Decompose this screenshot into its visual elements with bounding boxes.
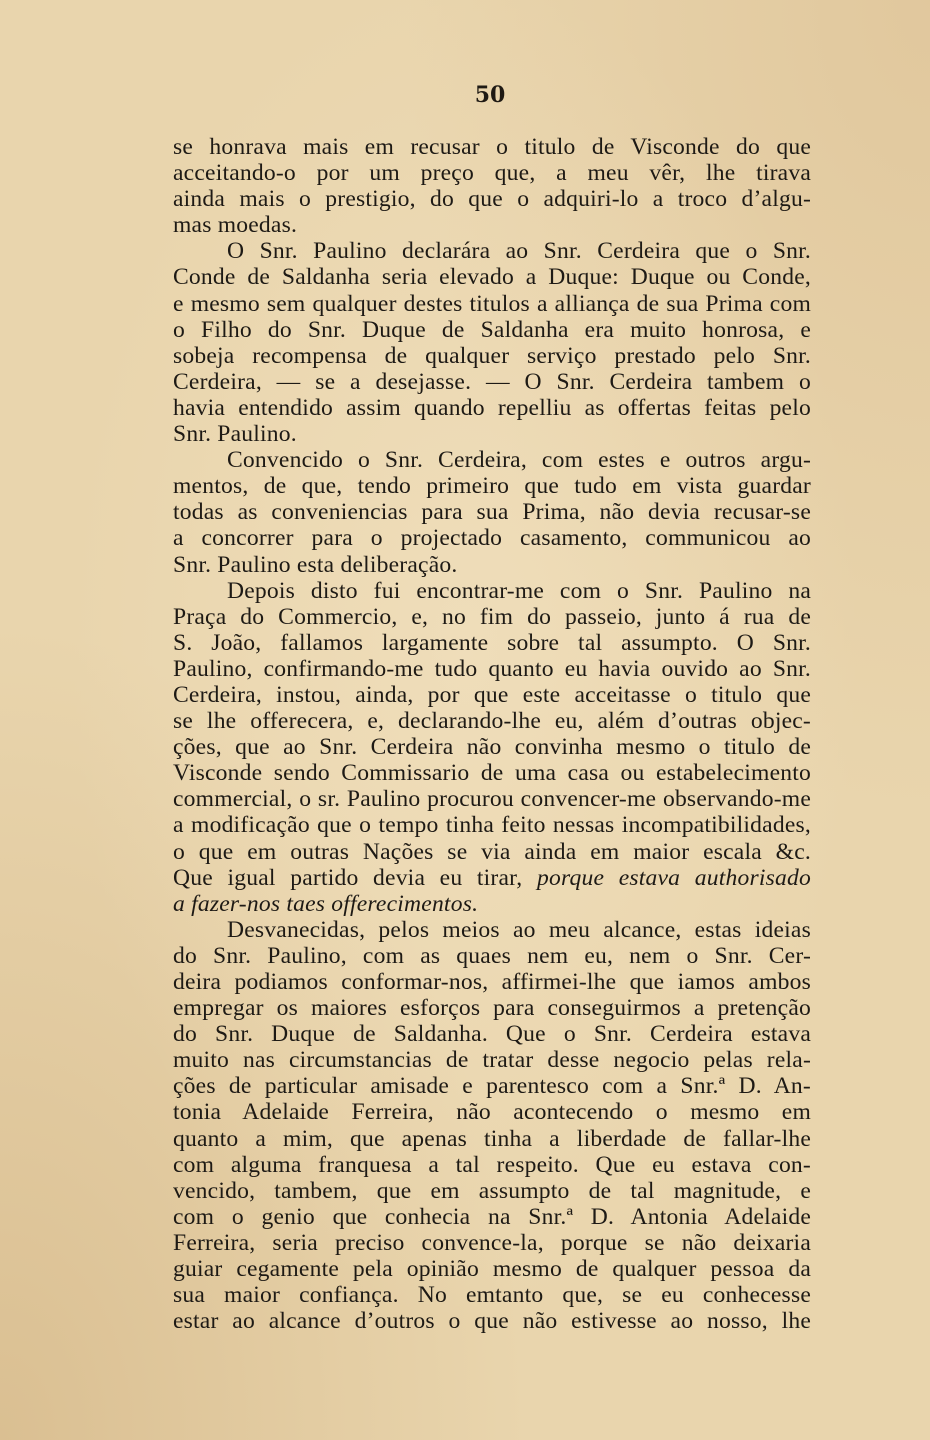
text-line	[173, 943, 811, 969]
text-line	[173, 212, 811, 238]
text-line	[173, 891, 811, 917]
text-line	[173, 447, 811, 473]
text-line-content: sobeja recompensa de qualquer serviço prestado pelo Snr.	[173, 342, 811, 369]
text-line-content: todas as conveniencias para sua Prima, não devia recusar-se	[173, 499, 811, 526]
text-line-content: se honrava mais em recusar o titulo de Visconde do que	[173, 134, 811, 160]
text-line	[173, 1204, 811, 1230]
text-line	[173, 839, 811, 865]
text-line	[173, 1073, 811, 1099]
text-line-content: com alguma franquesa a tal respeito. Que eu estava con-	[173, 1151, 811, 1178]
text-line-content: estar ao alcance d’outros o que não estivesse ao nosso, lhe	[173, 1308, 811, 1335]
text-line-content: muito nas circumstancias de tratar desse negocio pelas rela-	[173, 1047, 811, 1074]
text-line	[173, 578, 811, 604]
text-line	[173, 786, 811, 812]
text-line	[173, 264, 811, 290]
text-line-content: Depois disto fui encontrar-me com o Snr. Paulino na	[227, 577, 811, 604]
text-line	[173, 1126, 811, 1152]
text-line	[173, 238, 811, 264]
text-line-content: com o genio que conhecia na Snr.ª D. Antonia Adelaide	[173, 1203, 811, 1230]
text-line-content: Cerdeira, instou, ainda, por que este acceitasse o titulo que	[173, 681, 811, 708]
text-line	[173, 682, 811, 708]
text-line	[173, 1021, 811, 1047]
text-line-content: ções de particular amisade e parentesco com a Snr.ª D. An-	[173, 1073, 811, 1100]
text-line-content: sua maior confiança. No emtanto que, se eu conhecesse	[173, 1282, 811, 1309]
text-line	[173, 186, 811, 212]
text-line-content: do Snr. Duque de Saldanha. Que o Snr. Cerdeira estava	[173, 1021, 811, 1048]
text-line	[173, 995, 811, 1021]
text-line	[173, 317, 811, 343]
text-line-content: empregar os maiores esforços para conseguirmos a pretenção	[173, 995, 811, 1022]
text-line	[173, 865, 811, 891]
italic-phrase: a fazer-nos taes offerecimentos.	[173, 890, 479, 917]
text-line	[173, 343, 811, 369]
text-line	[173, 473, 811, 499]
text-line	[173, 1230, 811, 1256]
text-line-content: vencido, tambem, que em assumpto de tal magnitude, e	[173, 1177, 811, 1204]
text-line	[173, 552, 811, 578]
text-line	[173, 812, 811, 838]
text-line-content: do Snr. Paulino, com as quaes nem eu, nem o Snr. Cer-	[173, 942, 811, 969]
text-line-content: Conde de Saldanha seria elevado a Duque: Duque ou Conde,	[173, 264, 811, 291]
text-line-content: tonia Adelaide Ferreira, não acontecendo o mesmo em	[173, 1099, 811, 1126]
text-line-content: Praça do Commercio, e, no fim do passeio, junto á rua de	[173, 603, 811, 630]
text-line-content: Que igual partido devia eu tirar,	[173, 864, 523, 891]
text-line-content: havia entendido assim quando repelliu as offertas feitas pelo	[173, 394, 811, 421]
text-line-content: Cerdeira, — se a desejasse. — O Snr. Cerdeira tambem o	[173, 368, 811, 395]
text-line-content: e mesmo sem qualquer destes titulos a alliança de sua Prima com	[173, 290, 811, 317]
text-line	[173, 395, 811, 421]
text-line-content: S. João, fallamos largamente sobre tal assumpto. O Snr.	[173, 629, 811, 656]
text-line-content: o Filho do Snr. Duque de Saldanha era muito honrosa, e	[173, 316, 811, 343]
text-line-content: mentos, de que, tendo primeiro que tudo em vista guardar	[173, 473, 811, 500]
text-line	[173, 1152, 811, 1178]
text-line-content: a modificação que o tempo tinha feito nessas incompatibilidades,	[173, 812, 811, 839]
text-line-content: mas moedas.	[173, 212, 298, 239]
text-line	[173, 1256, 811, 1282]
text-line	[173, 525, 811, 551]
text-line-content: Convencido o Snr. Cerdeira, com estes e outros argu-	[227, 447, 811, 474]
text-line-content: Desvanecidas, pelos meios ao meu alcance, estas ideias	[227, 916, 811, 943]
text-line	[173, 1308, 811, 1334]
text-line	[173, 630, 811, 656]
body-text	[173, 134, 811, 1334]
italic-phrase: porque estava authorisado	[536, 864, 811, 891]
text-line-content: guiar cegamente pela opinião mesmo de qualquer pessoa da	[173, 1256, 811, 1283]
text-line	[173, 969, 811, 995]
text-line-content: Snr. Paulino.	[173, 421, 297, 448]
text-line	[173, 604, 811, 630]
text-line-content: Visconde sendo Commissario de uma casa ou estabelecimento	[173, 760, 811, 787]
text-line	[173, 1047, 811, 1073]
text-line-content: o que em outras Nações se via ainda em maior escala &c.	[173, 838, 811, 865]
text-line-content: a concorrer para o projectado casamento, communicou ao	[173, 525, 811, 552]
text-line	[173, 499, 811, 525]
text-line	[173, 1282, 811, 1308]
text-line-content: quanto a mim, que apenas tinha a liberdade de fallar-lhe	[173, 1125, 811, 1152]
text-line-content: Paulino, confirmando-me tudo quanto eu havia ouvido ao Snr.	[173, 655, 811, 682]
text-line	[173, 1099, 811, 1125]
text-line	[173, 917, 811, 943]
text-line-content: Snr. Paulino esta deliberação.	[173, 551, 458, 578]
text-line	[173, 134, 811, 160]
text-line-content: commercial, o sr. Paulino procurou convencer-me observando-me	[173, 786, 811, 813]
text-line	[173, 734, 811, 760]
text-line-content: se lhe offerecera, e, declarando-lhe eu, além d’outras objec-	[173, 708, 811, 735]
text-line	[173, 708, 811, 734]
text-line	[173, 760, 811, 786]
text-line-content: Ferreira, seria preciso convence-la, porque se não deixaria	[173, 1229, 811, 1256]
text-line	[173, 421, 811, 447]
text-line-content: ainda mais o prestigio, do que o adquiri-lo a troco d’algu-	[173, 186, 811, 213]
text-line-content: O Snr. Paulino declarára ao Snr. Cerdeira que o Snr.	[227, 238, 811, 265]
text-line-content: acceitando-o por um preço que, a meu vêr, lhe tirava	[173, 160, 811, 187]
text-line	[173, 369, 811, 395]
text-line-content: ções, que ao Snr. Cerdeira não convinha mesmo o titulo de	[173, 734, 811, 761]
text-line	[173, 291, 811, 317]
page-number: 50	[474, 82, 506, 108]
text-line	[173, 1178, 811, 1204]
text-line-content: deira podiamos conformar-nos, affirmei-lhe que iamos ambos	[173, 969, 811, 995]
text-line	[173, 160, 811, 186]
text-line	[173, 656, 811, 682]
